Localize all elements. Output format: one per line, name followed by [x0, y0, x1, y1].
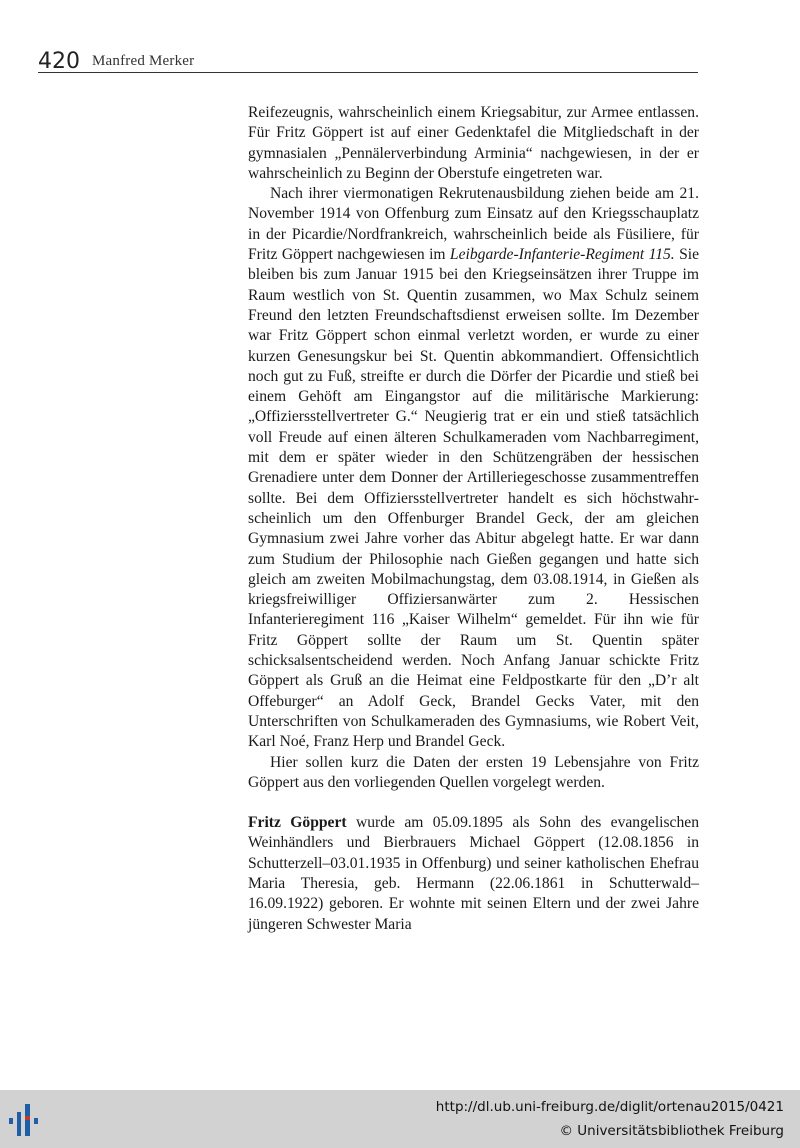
running-head-author: Manfred Merker — [92, 53, 195, 69]
paragraph-3: Hier sollen kurz die Daten der ersten 19 Lebensjahre von Fritz Göppert aus den vorliegenden Quellen vorgelegt werden. — [248, 753, 699, 791]
paragraph-4: Fritz Göppert wurde am 05.09.1895 als Sohn des evangelischen Weinhändlers und Bierbrauers Michael Göppert (12.08.1856 in Schutterzell–03.01.1935 in Offenburg) und seiner katholischen Ehefrau Maria Theresia, geb. Hermann (22.06.1861 in Schutterwald–16.09.1922) geboren. Er wohnte mit seinen Eltern und der zwei Jahre jüngeren Schwester Maria — [248, 814, 699, 933]
viewer-footer — [0, 1090, 800, 1148]
digital-library-link[interactable]: http://dl.ub.uni-freiburg.de/diglit/ortenau2015/0421 — [435, 1099, 784, 1115]
body-text — [248, 103, 699, 935]
name-bold: Fritz Göppert — [248, 814, 347, 832]
page-number: 420 — [38, 49, 80, 74]
regiment-name-italic: Leibgarde-Infanterie-Regiment 115. — [449, 246, 675, 264]
paragraph-2: Nach ihrer viermonatigen Rekrutenausbildung ziehen beide am 21. November 1914 von Offenburg zum Einsatz auf den Kriegsschauplatz in der Picardie/Nordfrankreich, wahrscheinlich beide als Füsiliere, für Fritz Göppert nachgewiesen im Leibgarde-Infanterie-Regiment 115. Sie bleiben bis zum Januar 1915 bei den Kriegseinsätzen ihrer Truppe im Raum westlich von St. Quentin zusammen, wo Max Schulz seinem Freund den letzten Freundschaftsdienst erweisen sollte. Im Dezember war Fritz Göppert schon einmal verletzt worden, er wurde zu einer kurzen Genesungskur bei St. Quentin abkommandiert. Offensichtlich noch gut zu Fuß, streifte er durch die Dörfer der Picardie und stieß bei einem Gehöft am Eingangstor auf die militärische Markierung: „Offiziersstellvertreter G.“ Neugierig trat er ein und stieß tatsächlich voll Freude auf einen älteren Schulkameraden vom Nachbarregiment, mit dem er später wieder in den Schützengräben der hessischen Grenadiere unter dem Donner der Artilleriegeschosse zusammentreffen sollte. Bei dem Offiziersstellvertreter handelt es sich höchstwahrscheinlich um den Offenburger Brandel Geck, der am gleichen Gymnasium zwei Jahre vorher das Abitur abgelegt hatte. Er war dann zum Studium der Philosophie nach Gießen gegangen und hatte sich gleich am zweiten Mobilmachungstag, dem 03.08.1914, in Gießen als kriegsfreiwilliger Offiziersanwärter zum 2. Hessischen Infanterieregiment 116 „Kaiser Wilhelm“ gemeldet. Für ihn wie für Fritz Göppert sollte der Raum um St. Quentin später schicksalsentscheidend werden. Noch Anfang Januar schickte Fritz Göppert als Gruß an die Heimat eine Feldpostkarte für den „D’r alt Offeburger“ an Adolf Geck, Brandel Gecks Vater, mit den Unterschriften von Schulkameraden des Gymnasiums, wie Robert Veit, Karl Noé, Franz Herp und Brandel Geck. — [248, 185, 700, 751]
paragraph-1: Reifezeugnis, wahrscheinlich einem Kriegsabitur, zur Armee entlassen. Für Fritz Göppert ist auf einer Gedenktafel die Mitgliedschaft in der gymnasialen „Pennälerverbindung Arminia“ nachgewiesen, in der er wahrscheinlich zu Beginn der Oberstufe eingetreten war. — [248, 104, 699, 182]
page-header — [38, 50, 698, 73]
copyright-notice: © Universitätsbibliothek Freiburg — [559, 1123, 784, 1139]
ub-freiburg-logo-icon — [8, 1100, 42, 1140]
